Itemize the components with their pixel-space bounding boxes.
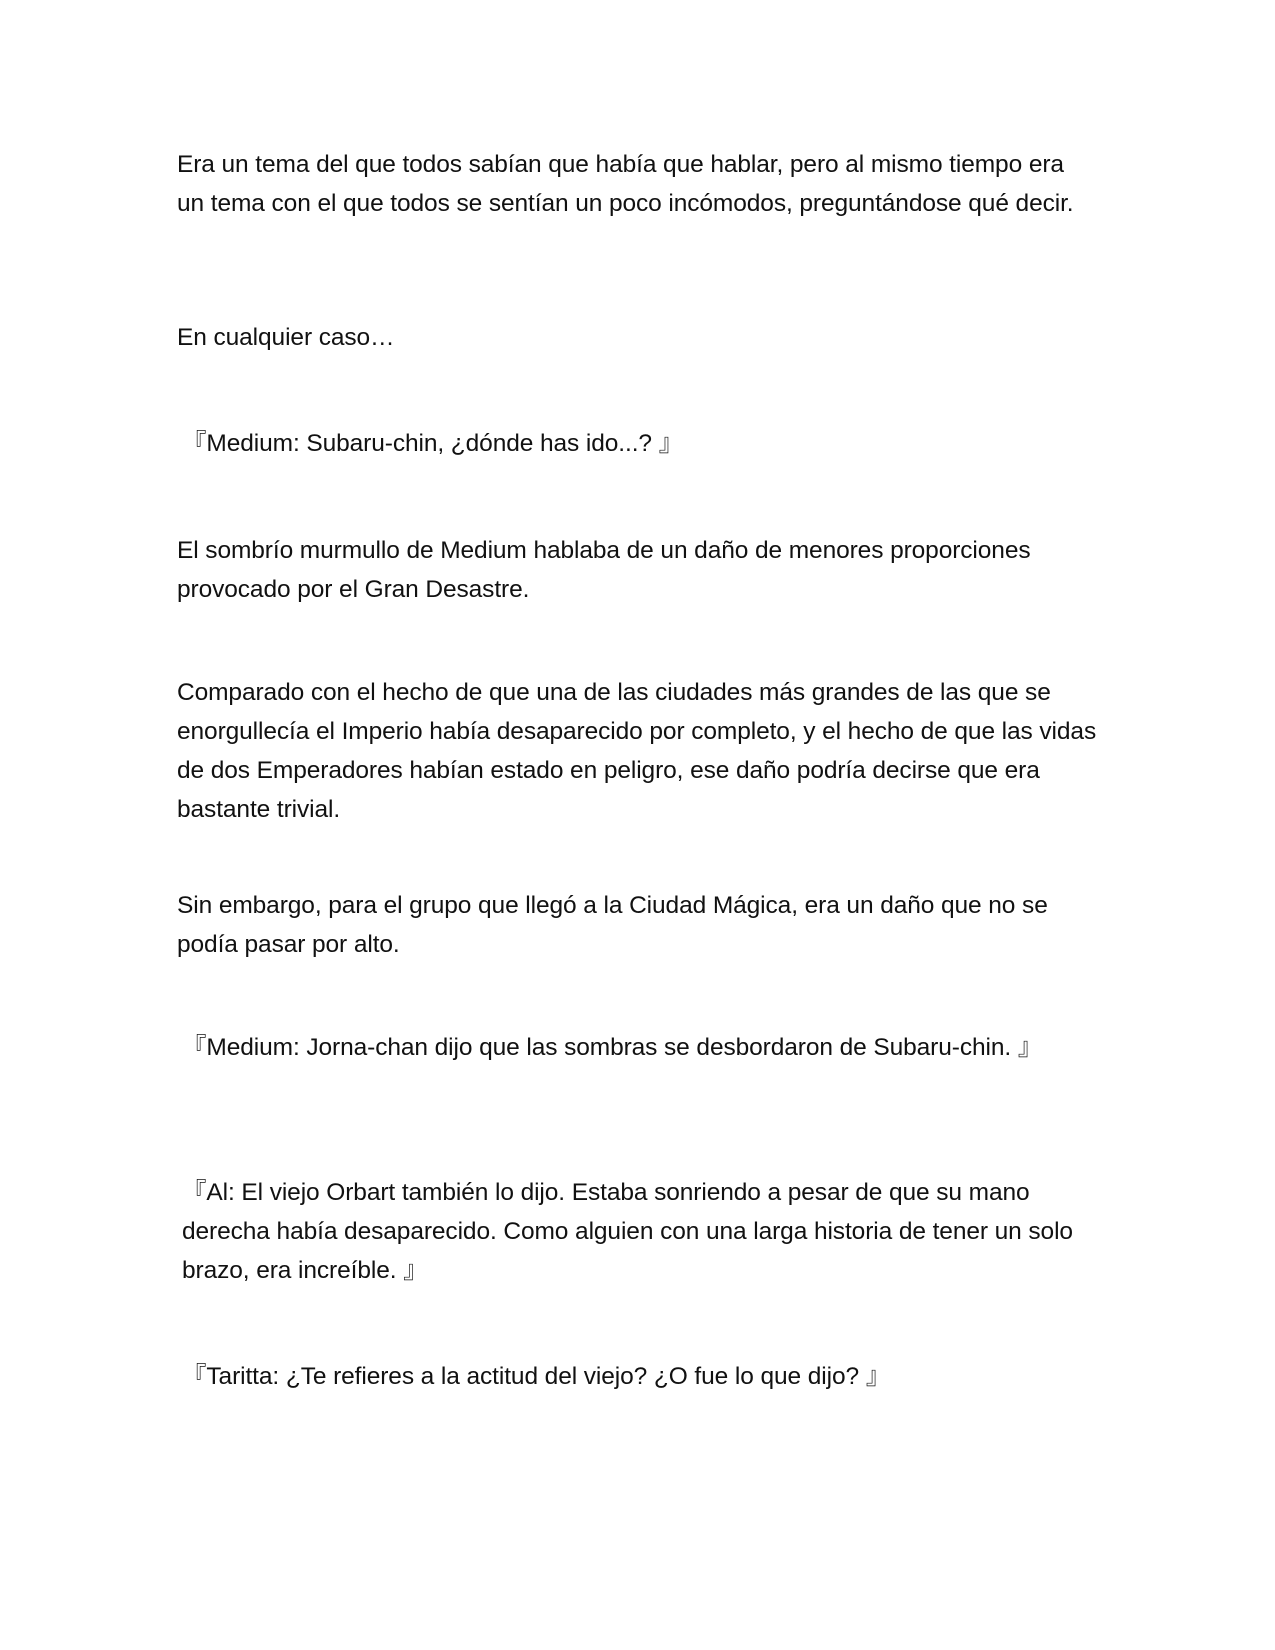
paragraph-narration-5: Sin embargo, para el grupo que llegó a la Ciudad Mágica, era un daño que no se podía pasar por alto.: [177, 892, 1048, 958]
paragraph-narration-4: Comparado con el hecho de que una de las ciudades más grandes de las que se enorgullecía el Imperio había desaparecido por completo, y el hecho de que las vidas de dos Emperadores habían estado en peligro, ese daño podría decirse que era bastante trivial.: [177, 679, 1097, 823]
paragraph-narration-1: Era un tema del que todos sabían que había que hablar, pero al mismo tiempo era un tema con el que todos se sentían un poco incómodos, preguntándose qué decir.: [177, 151, 1074, 217]
dialogue-medium-2: 『Medium: Jorna-chan dijo que las sombras se desbordaron de Subaru-chin. 』: [182, 1034, 1043, 1061]
dialogue-taritta: 『Taritta: ¿Te refieres a la actitud del viejo? ¿O fue lo que dijo? 』: [182, 1363, 891, 1390]
dialogue-medium-1: 『Medium: Subaru-chin, ¿dónde has ido...? 』: [182, 430, 684, 457]
paragraph-narration-2: En cualquier caso…: [177, 324, 395, 351]
dialogue-al: 『Al: El viejo Orbart también lo dijo. Estaba sonriendo a pesar de que su mano derecha había desaparecido. Como alguien con una larga historia de tener un solo brazo, era increíble. 』: [182, 1179, 1073, 1284]
paragraph-narration-3: El sombrío murmullo de Medium hablaba de un daño de menores proporciones provocado por el Gran Desastre.: [177, 537, 1031, 603]
